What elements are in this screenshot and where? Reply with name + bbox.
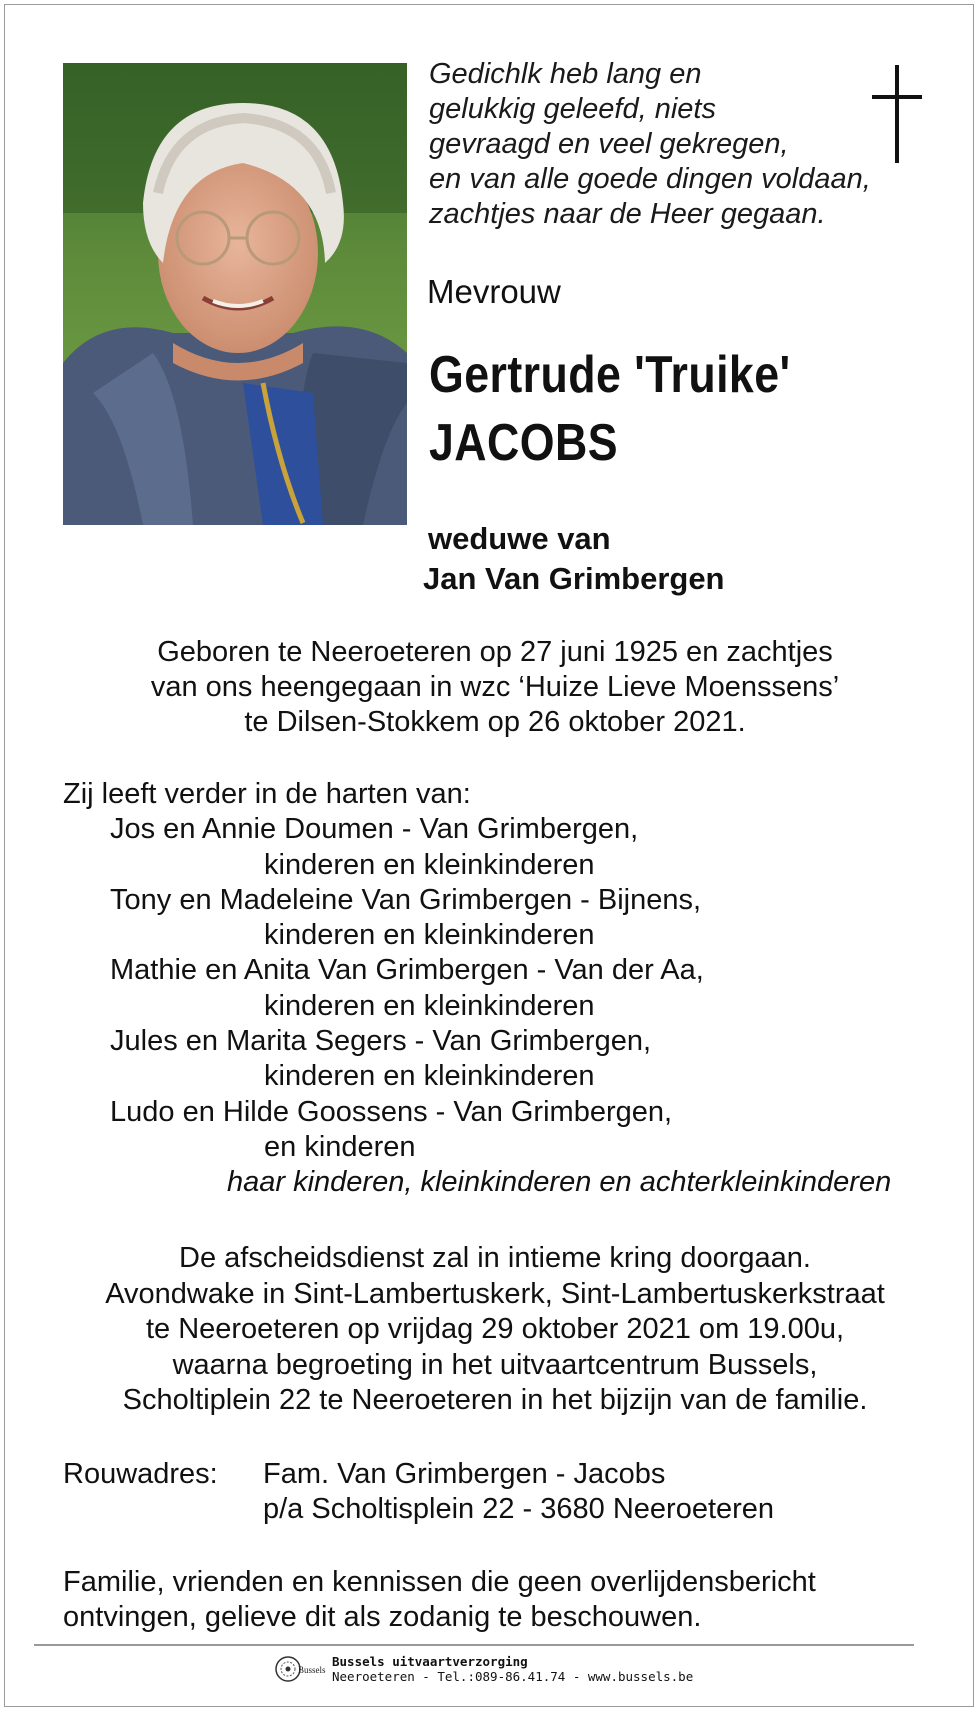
service-line: Avondwake in Sint-Lambertuskerk, Sint-Lambertuskerkstraat — [105, 1277, 885, 1310]
cross-icon — [867, 65, 927, 163]
deceased-name — [429, 341, 791, 477]
address-line: Fam. Van Grimbergen - Jacobs — [263, 1458, 666, 1490]
family-member-sub: en kinderen — [264, 1130, 416, 1163]
footer-divider — [34, 1644, 914, 1646]
logo-text: Bussels — [298, 1665, 326, 1675]
family-member: Jos en Annie Doumen - Van Grimbergen, — [110, 813, 639, 846]
family-member-sub: kinderen en kleinkinderen — [264, 919, 595, 952]
widow-of — [423, 519, 725, 599]
poem-line: gevraagd en veel gekregen, — [429, 128, 789, 160]
deceased-last-name: JACOBS — [429, 414, 618, 472]
family-member: Tony en Madeleine Van Grimbergen - Bijnens, — [110, 883, 702, 916]
service-line: waarna begroeting in het uitvaartcentrum Bussels, — [172, 1348, 818, 1381]
notice-line: Familie, vrienden en kennissen die geen overlijdensbericht — [63, 1566, 816, 1598]
widow-label: weduwe van — [428, 521, 611, 556]
family-intro: Zij leeft verder in de harten van: — [63, 778, 471, 810]
service-line: De afscheidsdienst zal in intieme kring doorgaan. — [179, 1242, 811, 1274]
footer — [274, 1652, 693, 1686]
birth-death-statement — [5, 635, 980, 740]
address-label: Rouwadres: — [63, 1458, 218, 1490]
family-member: Ludo en Hilde Goossens - Van Grimbergen, — [110, 1095, 673, 1128]
family-member: Mathie en Anita Van Grimbergen - Van der Aa, — [110, 954, 704, 987]
notice-line: ontvingen, gelieve dit als zodanig te beschouwen. — [63, 1601, 702, 1633]
family-member-sub: kinderen en kleinkinderen — [264, 1060, 595, 1093]
service-line: Scholtiplein 22 te Neeroeteren in het bijzijn van de familie. — [122, 1384, 868, 1416]
birth-line: van ons heengegaan in wzc ‘Huize Lieve Moenssens’ — [150, 671, 840, 703]
birth-line: Geboren te Neeroeteren op 27 juni 1925 en zachtjes — [157, 636, 833, 668]
spouse-name: Jan Van Grimbergen — [423, 561, 725, 596]
family-closing: haar kinderen, kleinkinderen en achterkleinkinderen — [227, 1166, 892, 1199]
mourning-address — [63, 1457, 774, 1527]
deceased-first-name: Gertrude 'Truike' — [429, 346, 791, 404]
obituary-card — [4, 4, 974, 1707]
family-member-sub: kinderen en kleinkinderen — [264, 848, 595, 881]
family-member: Jules en Marita Segers - Van Grimbergen, — [110, 1025, 652, 1058]
honorific: Mevrouw — [427, 273, 561, 310]
notice — [63, 1565, 816, 1635]
poem-line: en van alle goede dingen voldaan, — [429, 163, 871, 195]
company-name: Bussels uitvaartverzorging — [332, 1654, 528, 1669]
poem-line: Gedichlk heb lang en — [429, 58, 702, 90]
family-list — [63, 777, 891, 1201]
poem-line: zachtjes naar de Heer gegaan. — [429, 198, 826, 230]
poem-line: gelukkig geleefd, niets — [429, 93, 716, 125]
birth-line: te Dilsen-Stokkem op 26 oktober 2021. — [244, 706, 746, 738]
family-member-sub: kinderen en kleinkinderen — [264, 989, 595, 1022]
poem — [429, 57, 871, 232]
company-contact: Neeroeteren - Tel.:089-86.41.74 - www.bussels.be — [332, 1669, 694, 1684]
portrait-image — [63, 63, 407, 525]
service-details — [5, 1241, 980, 1419]
portrait-photo — [63, 63, 407, 525]
service-line: te Neeroeteren op vrijdag 29 oktober 2021 om 19.00u, — [145, 1313, 845, 1345]
address-line: p/a Scholtisplein 22 - 3680 Neeroeteren — [263, 1493, 775, 1525]
funeral-home-logo — [274, 1652, 326, 1686]
